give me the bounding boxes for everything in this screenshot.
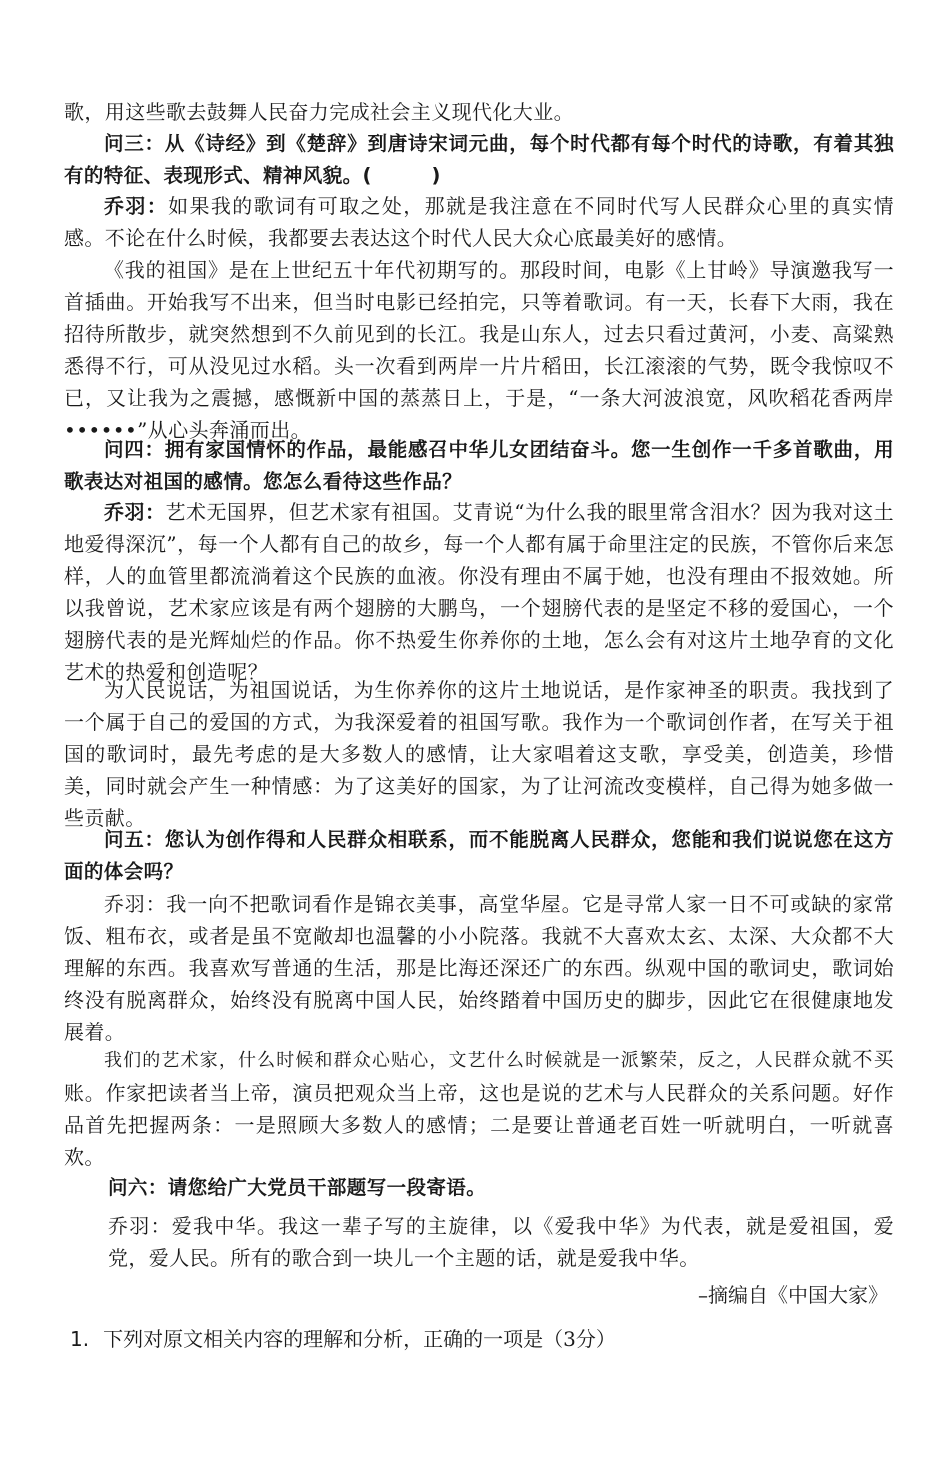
speaker-label: 乔羽： [104,500,166,524]
source-citation: –摘编自《中国大家》 [698,1283,888,1307]
question-text: 下列对原文相关内容的理解和分析，正确的一项是（3分） [103,1327,616,1351]
question-6: 问六：请您给广大党员干部题写一段寄语。 [108,1176,487,1199]
answer-3-paragraph-2: 《我的祖国》是在上世纪五十年代初期写的。那段时间，电影《上甘岭》导演邀我写一首插曲。开始我写不出来，但当时电影已经拍完，只等着歌词。有一天，长春下大雨，我在招待所散步，就突然想到不久前见到的长江。我是山东人，过去只看过黄河，小麦、高粱熟悉得不行，可从没见过水稻。头一次看到两岸一片片稻田，长江滚滚的气势，既令我惊叹不已，又让我为之震撼，感慨新中国的蒸蒸日上，于是，“一条大河波浪宽，风吹稻花香两岸••••••”从心头奔涌而出。 [64,258,894,442]
answer-5: 乔羽：我一向不把歌词看作是锦衣美事，高堂华屋。它是寻常人家一日不可或缺的家常饭、粗布衣，或者是虽不宽敞却也温馨的小小院落。我就不大喜欢太玄、太深、大众都不大理解的东西。我喜欢写普通的生活，那是比海还深还广的东西。纵观中国的歌词史，歌词始终没有脱离群众，始终没有脱离中国人民，始终踏着中国历史的脚步，因此它在很健康地发展着。 [64,892,894,1044]
answer-4-paragraph-2: 为人民说话，为祖国说话，为生你养你的这片土地说话，是作家神圣的职责。我找到了一个属于自己的爱国的方式，为我深爱着的祖国写歌。我作为一个歌词创作者，在写关于祖国的歌词时，最先考虑的是大多数人的感情，让大家唱着这支歌，享受美，创造美，珍惜美，同时就会产生一种情感：为了这美好的国家，为了让河流改变模样，自己得为她多做一些贡献。 [64,678,894,830]
question-4: 问四：拥有家国情怀的作品，最能感召中华儿女团结奋斗。您一生创作一千多首歌曲，用歌表达对祖国的感情。您怎么看待这些作品？ [64,438,894,493]
question-1 [70,1323,616,1355]
question-3: 问三：从《诗经》到《楚辞》到唐诗宋词元曲，每个时代都有每个时代的诗歌，有着其独有的特征、表现形式、精神风貌。( ) [64,132,894,187]
answer-5-rest: 就不买账。作家把读者当上帝，演员把观众当上帝，这也是说的艺术与人民群众的关系问题。好作品首先把握两条：一是照顾大多数人的感情；二是要让普通老百姓一听就明白，一听就喜欢。 [64,1047,894,1169]
paragraph-intro: 歌，用这些歌去鼓舞人民奋力完成社会主义现代化大业。 [64,100,574,124]
question-number: 1. [70,1327,90,1351]
answer-6: 乔羽：爱我中华。我这一辈子写的主旋律，以《爱我中华》为代表，就是爱祖国，爱党，爱人民。所有的歌合到一块儿一个主题的话，就是爱我中华。 [108,1214,894,1270]
answer-3-text: 如果我的歌词有可取之处，那就是我注意在不同时代写人民群众心里的真实情感。不论在什么时候，我都要去表达这个时代人民大众心底最美好的感情。 [64,194,894,250]
question-5: 问五：您认为创作得和人民群众相联系，而不能脱离人民群众，您能和我们说说您在这方面的体会吗？ [64,828,894,883]
speaker-label: 乔羽： [104,194,169,218]
answer-4-text: 艺术无国界，但艺术家有祖国。艾青说“为什么我的眼里常含泪水？因为我对这土地爱得深沉”，每一个人都有自己的故乡，每一个人都有属于命里注定的民族，不管你后来怎样，人的血管里都流淌着这个民族的血液。你没有理由不属于她，也没有理由不报效她。所以我曾说，艺术家应该是有两个翅膀的大鹏鸟，一个翅膀代表的是坚定不移的爱国心，一个翅膀代表的是光辉灿烂的作品。你不热爱生你养你的土地，怎么会有对这片土地孕育的文化艺术的热爱和创造呢？ [64,500,894,684]
answer-4 [64,496,894,688]
answer-3 [64,190,894,254]
answer-5-line-1: 我们的艺术家，什么时候和群众心贴心，文艺什么时候就是一派繁荣，反之，人民群众 [104,1050,832,1071]
answer-5-paragraph-2 [64,1043,894,1173]
